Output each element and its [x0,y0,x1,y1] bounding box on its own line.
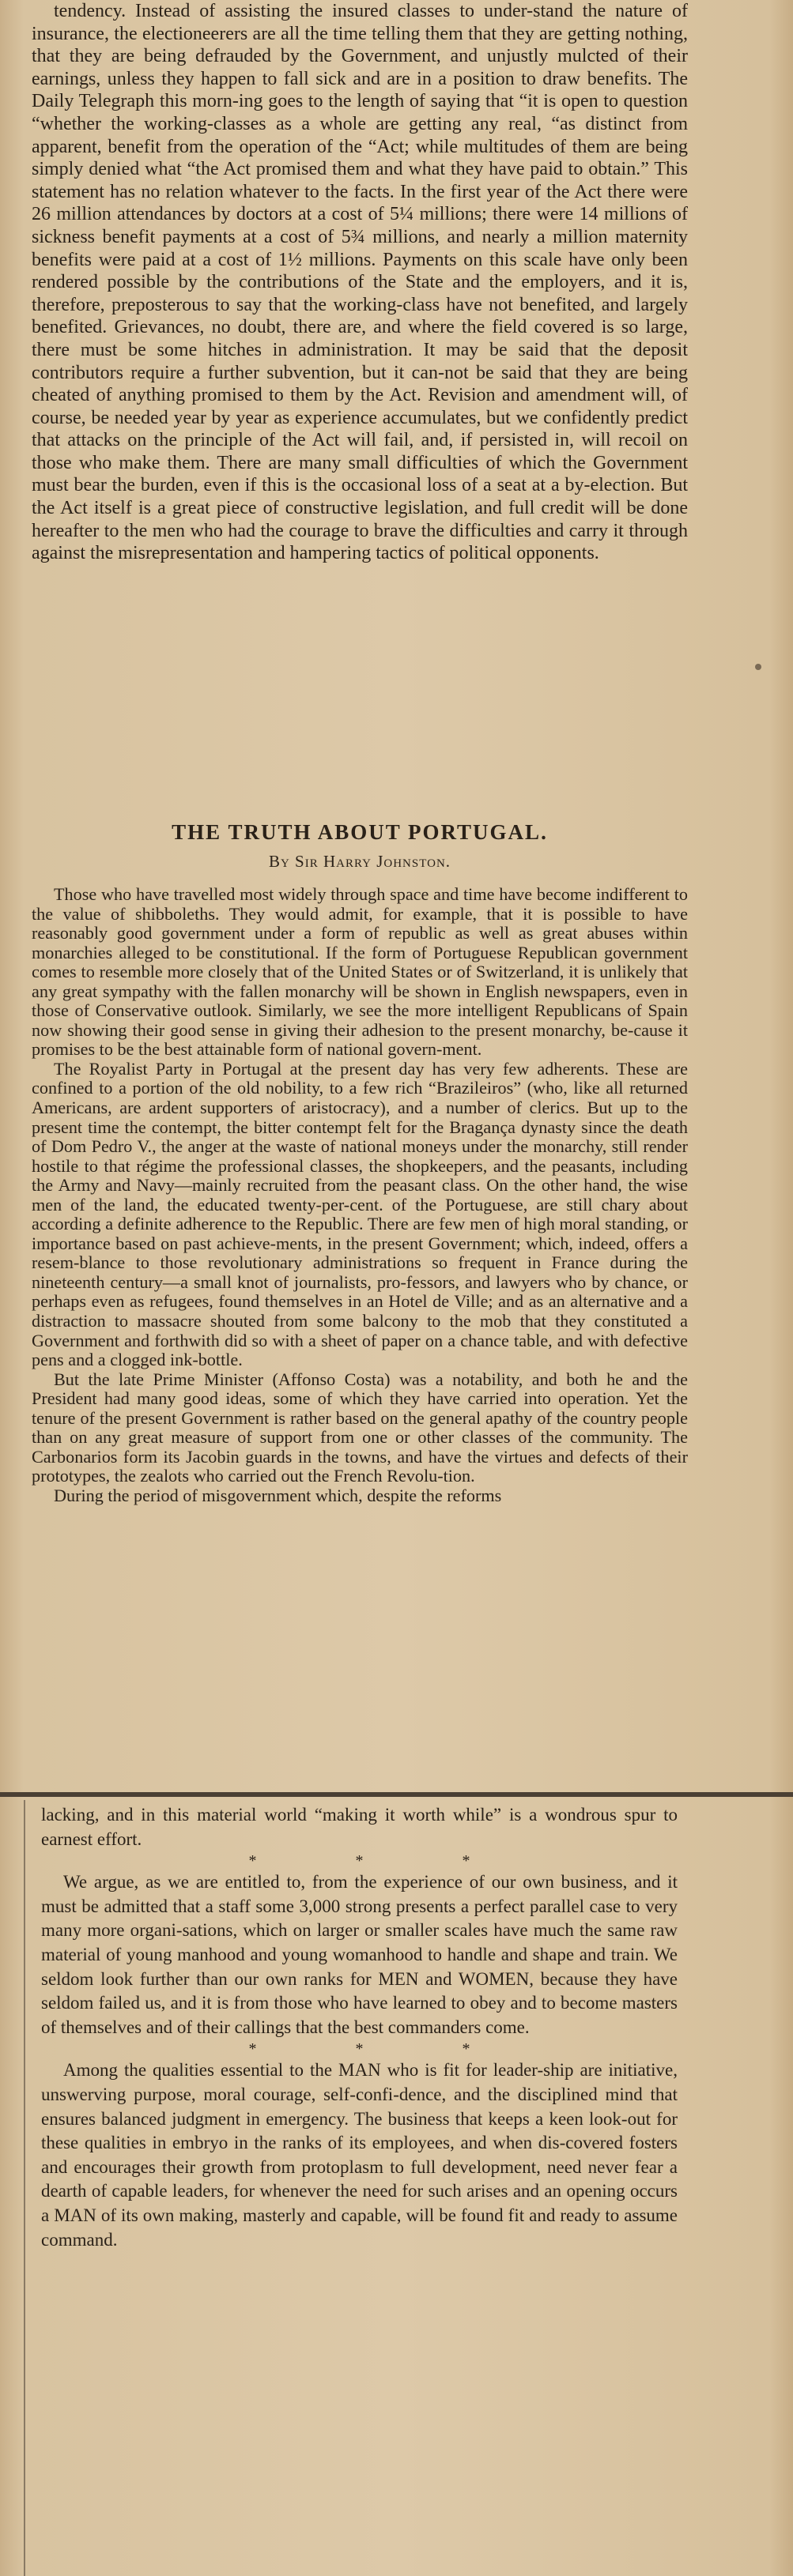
paragraph: Those who have travelled most widely through space and time have become indifferent to the value of shibboleths. They would admit, for example, that it is possible to have reasonably good government under a form of republic as well as great abuses within monarchies alleged to be constitutional. If the form of Portuguese Republican government comes to resemble more closely that of the United States or of Switzerland, it is unlikely that any great sympathy with the fallen monarchy will be shown in English newspapers, even in those of Conservative outlook. Similarly, we see the more intelligent Republicans of Spain now showing their good sense in giving their adhesion to the present monarchy, be-cause it promises to be the best attainable form of national govern-ment. [32,884,688,1060]
section-break: * * * [248,2040,518,2058]
paragraph: During the period of misgovernment which, despite the reforms [54,1485,502,1505]
paragraph: tendency. Instead of assisting the insured classes to under-stand the nature of insurance, the electioneerers are all the time telling them that they are getting nothing, that they are being defrauded by the Government, and unjustly mulcted of their earnings, unless they happen to fall sick and are in a position to draw benefits. The Daily Telegraph this morn-ing goes to the length of saying that “it is open to question “whether the working-classes as a whole are getting any real, “as distinct from apparent, benefit from the operation of the “Act; while multitudes of them are being simply denied what “the Act promised them and what they have paid to obtain.” This statement has no relation whatever to the facts. In the first year of the Act there were 26 million attendances by doctors at a cost of 5¼ millions; there were 14 millions of sickness benefit payments at a cost of 5¾ millions, and nearly a million maternity benefits were paid at a cost of 1½ millions. Payments on this scale have only been rendered possible by the contributions of the State and the employers, and it is, therefore, preposterous to say that the working-class have not benefited, and largely benefited. Grievances, no doubt, there are, and where the field covered is so large, there must be some hitches in administration. It may be said that the deposit contributors require a further subvention, but it can-not be said that they are being cheated of anything promised to them by the Act. Revision and amendment will, of course, be needed year by year as experience accumulates, but we confidently predict that attacks on the principle of the Act will fail, and, if persisted in, will recoil on those who make them. There are many small difficulties of which the Government must bear the burden, even if this is the occasional loss of a seat at a by-election. But the Act itself is a great piece of constructive legislation, and full credit will be done hereafter to the men who had the courage to brave the difficulties and carry it through against the misrepresentation and hampering tactics of political opponents. [32,1,688,564]
insurance-article [32,0,688,565]
column-divider [0,1792,793,1797]
paragraph: But the late Prime Minister (Affonso Costa) was a notability, and both he and the President had many good ideas, some of which they have carried into operation. Yet the tenure of the present Government is rather based on the general apathy of the country people than on any great measure of support from one or other classes of the community. The Carbonarios form its Jacobin guards in the towns, and have the virtues and defects of their prototypes, the zealots who carried out the French Revolu-tion. [32,1369,688,1486]
section-break: * * * [248,1852,518,1870]
paragraph: Among the qualities essential to the MAN who is fit for leader-ship are initiative, unswerving purpose, moral courage, self-confi-dence, and the disciplined mind that ensures balanced judgment in emergency. The business that keeps a keen look-out for these qualities in embryo in the ranks of its employees, and when dis-covered fosters and encourages their growth from protoplasm to full development, need never fear a dearth of capable leaders, for whenever the need for such arises and an opening occurs a MAN of its own making, masterly and capable, will be found fit and ready to assume command. [41,2060,678,2250]
paragraph: lacking, and in this material world “making it worth while” is a wondrous spur to earnest effort. [41,1805,678,1849]
paragraph: The Royalist Party in Portugal at the present day has very few adherents. These are confined to a portion of the old nobility, to a few rich “Brazileiros” (who, like all returned Americans, are ardent supporters of aristocracy), and a number of clerics. But up to the present time the contempt, the bitter contempt felt for the Bragança dynasty since the death of Dom Pedro V., the anger at the waste of national moneys under the monarchy, still render hostile to that régime the professional classes, the shopkeepers, and the peasants, including the Army and Navy—mainly recruited from the peasant class. On the other hand, the wise men of the land, the educated twenty-per-cent. of the Portuguese, are still chary about according a definite adherence to the Republic. There are few men of high moral standing, or importance based on past achieve-ments, in the present Government; which, indeed, offers a resem-blance to those revolutionary administrations so frequent in France during the nineteenth century—a small knot of journalists, pro-fessors, and lawyers who by chance, or perhaps even as refugees, found themselves in an Hotel de Ville; and as an alternative and a distraction to massacre shouted from some balcony to the mob that they constituted a Government and forthwith did so with a sheet of paper on a chance table, and with defective pens and a clogged ink-bottle. [32,1058,688,1370]
article-headline: THE TRUTH ABOUT PORTUGAL. [172,820,548,844]
paragraph: We argue, as we are entitled to, from the experience of our own business, and it must be admitted that a staff some 3,000 strong presents a perfect parallel case to very many more organi-sations, which on larger or smaller scales have much the same raw material of young manhood and young womanhood to handle and shape and train. We seldom look further than our own ranks for MEN and WOMEN, because they have seldom failed us, and it is from those who have learned to obey and to become masters of themselves and of their callings that the best commanders come. [41,1872,678,2037]
article-byline: By Sir Harry Johnston. [268,852,451,871]
column-rule [24,1800,25,2576]
portugal-article [32,885,688,1506]
leadership-article [41,1803,678,2252]
ink-spot [755,664,761,670]
